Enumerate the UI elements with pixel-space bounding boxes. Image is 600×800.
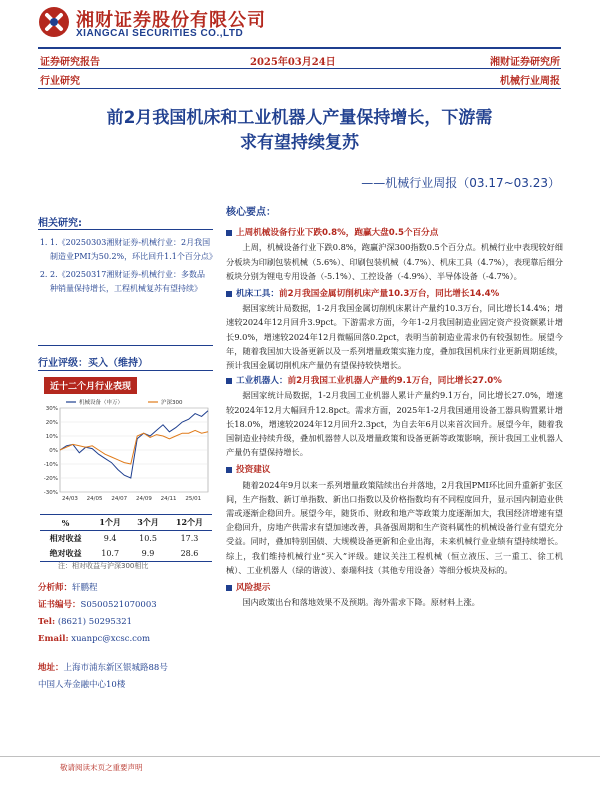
related-research-head: 相关研究: [38, 218, 82, 229]
bullet-box-icon [226, 291, 232, 297]
table-cell: 10.5 [139, 534, 157, 543]
table-row [40, 546, 212, 562]
section-body-2: 据国家统计局数据，1-2月我国金属切削机床累计产量约10.3万台，同比增长14.4%；增速较2024年12月回升3.9pct。下游需求方面，今年1-2月我国制造业固定资产投资额累计增长9.0%，增速较2024年12月微幅回落0.2pct，表明当前制造业需求仍有较强韧性。展望今年，随着我国加大设备更新以及一系列增量政策实施力度，叠加我国机床行业更新周期延续，预计我国金属切削机床产量仍有望保持较快增长。 [226, 303, 563, 371]
bullet-box-icon [226, 467, 232, 473]
related-item[interactable]: 2. 2.《20250317湘财证券-机械行业：多数品种销量保持增长，工程机械复苏有望持续》 [50, 268, 213, 296]
bullet-box-icon [226, 585, 232, 591]
series-line-1 [60, 411, 208, 478]
y-tick-label: 10% [45, 434, 58, 440]
section-body-4: 随着2024年9月以来一系列增量政策陆续出台并落地，2月我国PMI环比回升重新扩张区间，生产指数、新订单指数、新出口指数以及价格指数均有不同程度回升，显示国内制造业供需或逐渐企稳回升。展望今年，随货币、财政和地产等政策力度逐渐加大，我国经济增速有望企稳回升，房地产供需求有望加速改善，具备强周期和生产资料属性的机械设备行业有望充分受益。同时，叠加特别国债、大规模设备更新和企业出海，未来机械行业业绩有望持续增长。综上，我们维持机械行业“买入”评级。建议关注工程机械（恒立液压、三一重工、徐工机械）、工业机器人（绿的谐波）、泰瑞科技（其他专用设备）等细分板块及标的。 [226, 479, 563, 575]
y-tick-label: -10% [43, 462, 58, 468]
report-date: 2025年03月24日 [250, 57, 336, 68]
industry-rating: 行业评级：买入（维持） [38, 358, 148, 369]
table-cell: 9.9 [141, 549, 155, 558]
report-title-line1: 前2月我国机床和工业机器人产量保持增长，下游需 [106, 108, 493, 128]
y-tick-label: 30% [45, 406, 58, 412]
table-header-row [40, 515, 212, 531]
brand-name-en: XIANGCAI SECURITIES CO.,LTD [76, 28, 244, 39]
address-line-2: 中国人寿金融中心10楼 [38, 680, 126, 690]
section-head-1: 上周机械设备行业下跌0.8%，跑赢大盘0.5个百分点 [226, 226, 563, 240]
core-points-head: 核心要点： [226, 207, 276, 218]
section-body-1: 上周，机械设备行业下跌0.8%，跑赢沪深300指数0.5个百分点。机械行业中表现较好细分板块为印刷包装机械（5.6%）、印刷包装机械（4.7%）、机床工具（4.7%），表现靠后细分板块分别为锂电专用设备（-5.1%）、工控设备（-4.9%）、半导体设备（-4.7%）。 [226, 242, 563, 281]
analyst-line: 分析师：轩鹏程 [38, 583, 98, 593]
related-divider [38, 229, 213, 230]
table-cell: 28.6 [180, 549, 199, 558]
header-rule-top [38, 47, 561, 49]
section-head-4: 投资建议 [226, 463, 563, 477]
rating-divider [38, 345, 213, 346]
cert-line: 证书编号：S0500521070003 [38, 600, 157, 610]
footer-disclaimer[interactable]: 敬请阅读末页之重要声明 [60, 763, 143, 772]
x-tick-label: 24/05 [86, 496, 103, 502]
report-title-line2: 求有望持续复苏 [240, 133, 359, 153]
table-cell: 10.7 [101, 549, 120, 558]
y-tick-label: 20% [45, 420, 58, 426]
table-row-label: 相对收益 [49, 533, 82, 543]
y-tick-label: 0% [49, 448, 58, 454]
related-item[interactable]: 1. 1.《20250303湘财证券-机械行业：2月我国制造业PMI为50.2%，环比回升1.1个百分点》 [50, 236, 213, 264]
table-header-cell: 1个月 [91, 515, 129, 531]
x-tick-label: 24/09 [136, 496, 152, 502]
report-type: 证券研究报告 [40, 57, 100, 68]
related-research-list [38, 236, 217, 300]
table-header-cell: % [40, 515, 91, 531]
company-logo [38, 6, 70, 38]
bullet-box-icon [226, 378, 232, 384]
table-row [40, 531, 212, 547]
section-head-2: 机床工具：前2月我国金属切削机床产量10.3万台，同比增长14.4% [226, 287, 563, 301]
performance-table [40, 514, 212, 562]
table-cell: 9.4 [103, 534, 117, 543]
legend-label-2: 沪深300 [161, 400, 183, 406]
table-row-label: 绝对收益 [49, 548, 82, 558]
section-body-3: 据国家统计局数据，1-2月我国工业机器人累计产量约9.1万台，同比增长27.0%，增速较2024年12月大幅回升12.8pct。需求方面，2025年1-2月我国通用设备工器具购置累计增长18.0%，增速较2024年12月回升2.3pct，为自去年6月以来首次回升。展望今年，随着我国制造业持续升级，叠加机器替人以及增量政策和设备更新等政策影响，预计我国工业机器人产量仍有望保持增长。 [226, 390, 563, 458]
section-body-5: 国内政策出台和落地效果不及预期。海外需求下降。原材料上涨。 [242, 597, 480, 608]
y-tick-label: -20% [43, 476, 58, 482]
table-source-note: 注：相对收益与沪深300相比 [58, 562, 149, 570]
rating-divider-2 [38, 370, 213, 371]
legend-label-1: 机械设备（申万） [79, 400, 124, 406]
report-category: 行业研究 [40, 76, 80, 87]
header-rule-bottom [38, 88, 561, 89]
analyst-contact [38, 580, 213, 694]
table-cell: 17.3 [180, 534, 199, 543]
report-series: 机械行业周报 [500, 76, 560, 87]
chart-title: 近十二个月行业表现 [44, 377, 137, 394]
x-tick-label: 24/11 [160, 496, 177, 502]
header-rule-mid [38, 68, 561, 69]
footer-rule [0, 756, 600, 757]
y-tick-label: -30% [43, 490, 58, 496]
brand-name-cn: 湘财证券股份有限公司 [76, 10, 266, 31]
performance-chart-svg [38, 392, 213, 510]
x-tick-label: 25/01 [185, 496, 202, 502]
institute-name: 湘财证券研究所 [490, 57, 560, 68]
main-content [226, 204, 563, 609]
table-header-cell: 12个月 [167, 515, 212, 531]
report-subtitle: ——机械行业周报（03.17~03.23） [361, 176, 560, 190]
address-line: 地址：上海市浦东新区银城路88号 [38, 663, 168, 673]
x-tick-label: 24/03 [62, 496, 78, 502]
email-line[interactable]: Email: xuanpc@xcsc.com [38, 634, 151, 644]
table-header-cell: 3个月 [129, 515, 167, 531]
x-tick-label: 24/07 [111, 496, 128, 502]
bullet-box-icon [226, 230, 232, 236]
performance-chart [38, 392, 213, 510]
section-head-5: 风险提示 [226, 581, 563, 595]
section-head-3: 工业机器人：前2月我国工业机器人产量约9.1万台，同比增长27.0% [226, 374, 563, 388]
tel-line: Tel: (8621) 50295321 [38, 617, 133, 627]
